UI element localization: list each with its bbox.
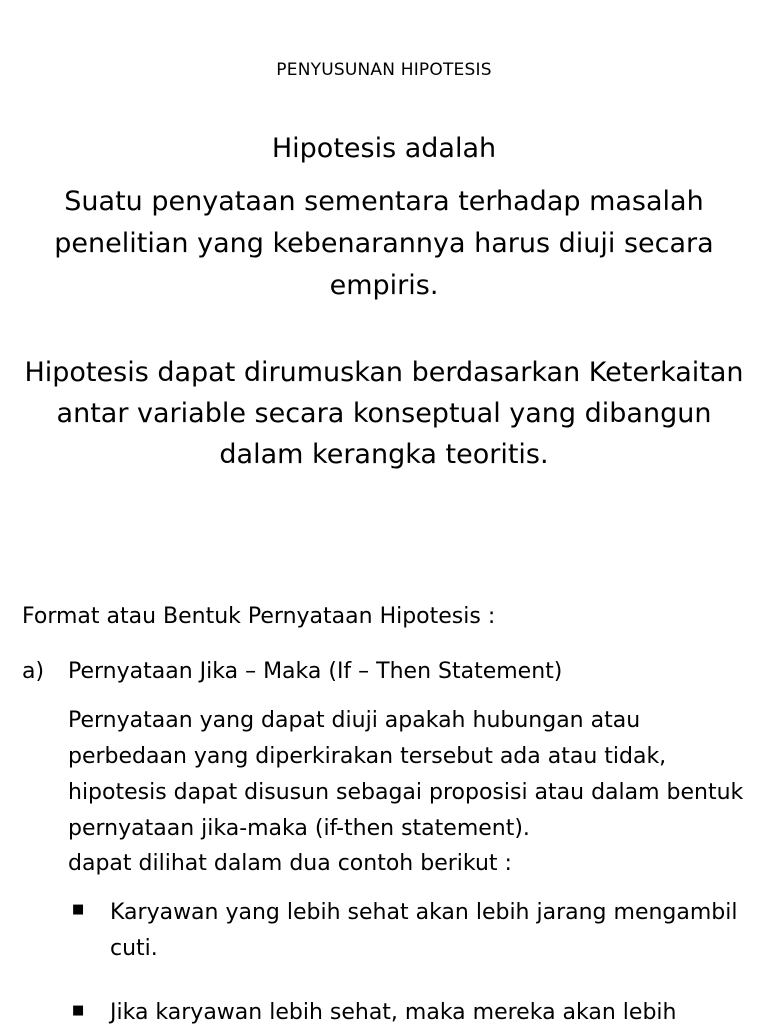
formulation-paragraph: Hipotesis dapat dirumuskan berdasarkan Keterkaitan antar variable secara konseptual yang dibangun dalam kerangka teoritis. [24, 357, 744, 470]
square-bullet-icon: ■ [72, 902, 85, 917]
page-title: PENYUSUNAN HIPOTESIS [276, 60, 492, 80]
square-bullet-icon: ■ [72, 1003, 85, 1018]
subheading: Hipotesis adalah [271, 133, 497, 164]
list-item-title: Pernyataan Jika – Maka (If – Then Statement) [68, 659, 563, 684]
format-heading: Format atau Bentuk Pernyataan Hipotesis : [22, 604, 496, 629]
definition-paragraph: Suatu penyataan sementara terhadap masalah penelitian yang kebenarannya harus diuji secara empiris. [54, 186, 714, 301]
list-item-description: Pernyataan yang dapat diuji apakah hubungan atau perbedaan yang diperkirakan tersebut ada atau tidak, hipotesis dapat disusun sebagai proposisi atau dalam bentuk pernyataan jika-maka (if-then statement). [68, 708, 744, 841]
example-item: Jika karyawan lebih sehat, maka mereka akan lebih [110, 1000, 677, 1024]
list-item-marker: a) [22, 659, 45, 684]
example-intro: dapat dilihat dalam dua contoh berikut : [68, 851, 512, 876]
example-item: Karyawan yang lebih sehat akan lebih jarang mengambil cuti. [110, 900, 738, 961]
